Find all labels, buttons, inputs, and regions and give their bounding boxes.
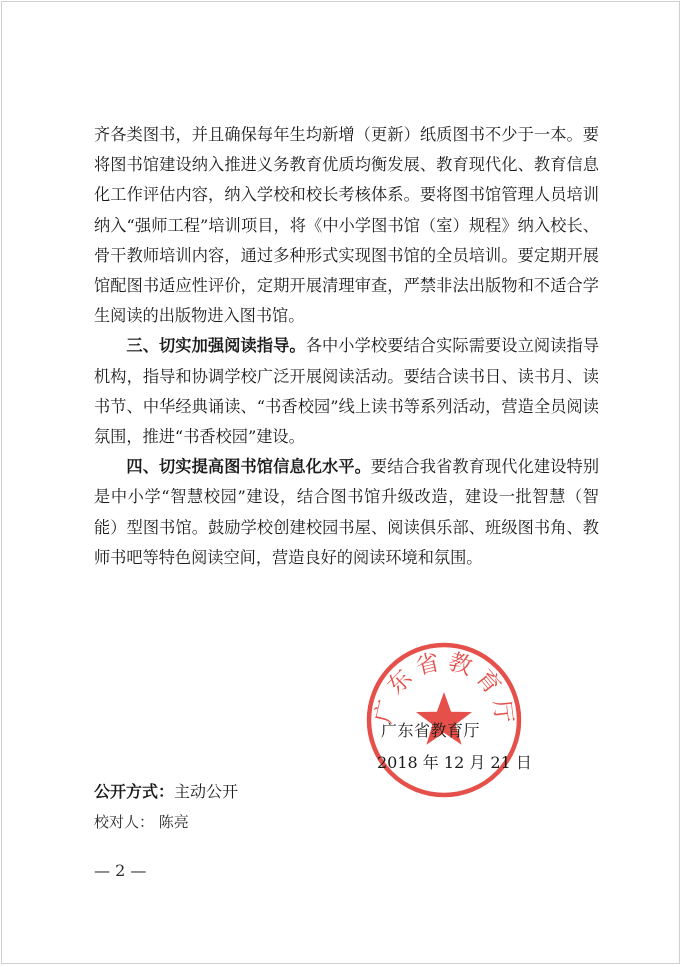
section-3-paragraph xyxy=(94,331,599,452)
document-body xyxy=(94,120,599,573)
disclosure-value: 主动公开 xyxy=(174,782,239,801)
seal-text-path: 广东省教育厅 xyxy=(370,648,518,731)
section-4-text: 要结合我省教育现代化建设特别是中小学“智慧校园”建设，结合图书馆升级改造，建设一批智慧（智能）型图书馆。鼓励学校创建校园书屋、阅读俱乐部、班级图书角、教师书吧等特色阅读空间，营造良好的阅读环境和氛围。 xyxy=(94,457,600,567)
issue-date: 2018 年 12 月 21 日 xyxy=(377,753,532,772)
paragraph-1: 齐各类图书，并且确保每年生均新增（更新）纸质图书不少于一本。要将图书馆建设纳入推进义务教育优质均衡发展、教育现代化、教育信息化工作评估内容，纳入学校和校长考核体系。要将图书馆管理人员培训纳入“强师工程”培训项目，将《中小学图书馆（室）规程》纳入校长、骨干教师培训内容，通过多种形式实现图书馆的全员培训。要定期开展馆配图书适应性评价，定期开展清理审查，严禁非法出版物和不适合学生阅读的出版物进入图书馆。 xyxy=(94,125,599,326)
section-3-heading: 三、切实加强阅读指导。 xyxy=(126,336,306,356)
issuer-signature: 广东省教育厅 xyxy=(381,721,481,740)
section-4-paragraph xyxy=(94,452,599,573)
disclosure-label: 公开方式： xyxy=(94,782,175,801)
section-3-text: 各中小学校要结合实际需要设立阅读指导机构，指导和协调学校广泛开展阅读活动。要结合读书日、读书月、读书节、中华经典诵读、“书香校园”线上读书等系列活动，营造全员阅读氛围，推进“书香校园”建设。 xyxy=(94,336,600,447)
section-4-heading: 四、切实提高图书馆信息化水平。 xyxy=(126,457,371,477)
disclosure-line xyxy=(94,779,238,802)
page-number: — 2 — xyxy=(94,861,147,880)
proofreader-line: 校对人： 陈亮 xyxy=(94,813,189,831)
